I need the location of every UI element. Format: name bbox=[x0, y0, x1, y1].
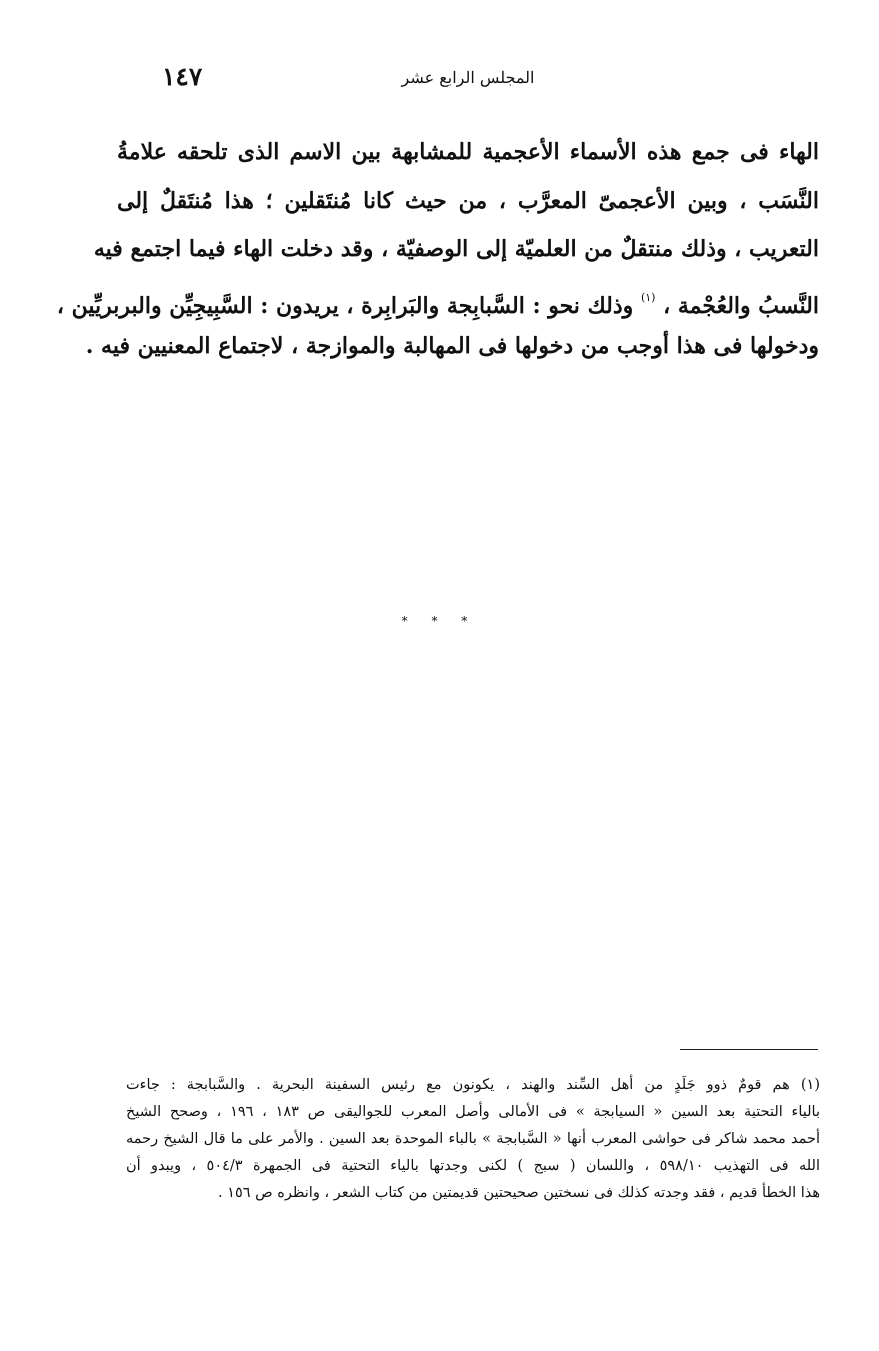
section-separator: * * * bbox=[401, 614, 478, 628]
body-text bbox=[56, 128, 819, 371]
footnote-line-3: أحمد محمد شاكر فى حواشى المعرب أنها « السَّبابجة » بالباء الموحدة بعد السين . والأمر على ما قال الشيخ رحمه bbox=[126, 1131, 820, 1147]
footnotes bbox=[126, 1072, 820, 1207]
footnote-line-4: الله فى التهذيب ٥٩٨/١٠ ، واللسان ( سبج ) لكنى وجدتها بالياء التحتية فى الجمهرة ٥٠٤/٣ ، ويبدو أن bbox=[126, 1158, 820, 1174]
body-line-2: النَّسَب ، وبين الأعجمىّ المعرَّب ، من حيث كانا مُنتَقلين ؛ هذا مُنتَقلٌ إلى bbox=[117, 187, 819, 214]
chapter-title: المجلس الرابع عشر bbox=[401, 68, 535, 87]
body-line-4-lead: النَّسبُ والعُجْمة ، bbox=[663, 292, 819, 319]
running-header bbox=[118, 62, 818, 96]
footnote-line-2: بالياء التحتية بعد السين « السيابجة » فى الأمالى وأصل المعرب للجواليقى ص ١٨٣ ، ١٩٦ ، وصحح الشيخ bbox=[126, 1104, 820, 1120]
page-number: ١٤٧ bbox=[162, 62, 203, 91]
footnote-reference-marker[interactable]: (١) bbox=[640, 290, 656, 304]
body-line-5: ودخولها فى هذا أوجب من دخولها فى المهالبة والموازجة ، لاجتماع المعنيين فيه . bbox=[85, 333, 819, 359]
footnote-line-1: (١) هم قومٌ ذوو جَلَدٍ من أهل السِّند والهند ، يكونون مع رئيس السفينة البحرية . والسَّبابجة : جاءت bbox=[126, 1077, 820, 1093]
body-line-1: الهاء فى جمع هذه الأسماء الأعجمية للمشابهة بين الاسم الذى تلحقه علامةُ bbox=[117, 139, 819, 165]
footnote-divider bbox=[680, 1049, 818, 1050]
body-line-4-rest: وذلك نحو : السَّبابِجة والبَرابِرة ، يريدون : السَّبِيجِيِّن والبربريِّين ، bbox=[56, 292, 634, 319]
footnote-line-5: هذا الخطأ قديم ، فقد وجدته كذلك فى نسختين صحيحتين قديمتين من كتاب الشعر ، وانظره ص ١٥٦ . bbox=[217, 1185, 820, 1201]
body-line-3: التعريب ، وذلك منتقلٌ من العلميّة إلى الوصفيّة ، وقد دخلت الهاء فيما اجتمع فيه bbox=[93, 236, 819, 262]
body-line-4 bbox=[56, 274, 819, 323]
